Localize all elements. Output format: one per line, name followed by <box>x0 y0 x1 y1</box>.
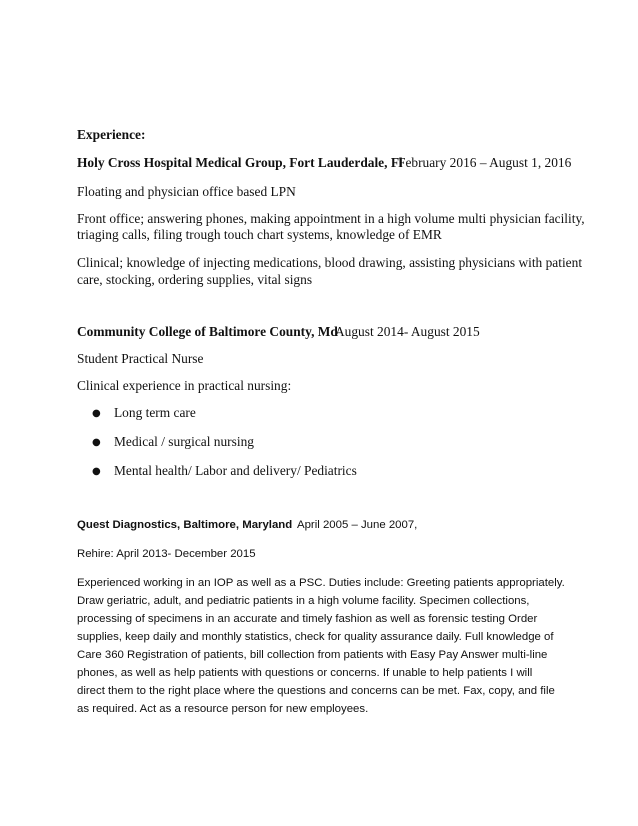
paragraph-line: Clinical; knowledge of injecting medications, blood drawing, assisting physicians with patient <box>77 255 583 270</box>
list-item: Mental health/ Labor and delivery/ Pediatrics <box>114 463 357 478</box>
rehire-dates: Rehire: April 2013- December 2015 <box>77 548 256 560</box>
paragraph-line: processing of specimens in an accurate and timely fashion as well as forensic testing Order <box>77 613 538 625</box>
paragraph-line: Draw geriatric, adult, and pediatric patients in a high volume facility. Specimen collections, <box>77 595 530 607</box>
paragraph-line: Clinical experience in practical nursing: <box>77 378 292 393</box>
bullet-icon: ● <box>92 437 101 448</box>
job-role: Floating and physician office based LPN <box>77 184 296 199</box>
paragraph-line: as required. Act as a resource person for new employees. <box>77 703 369 715</box>
paragraph-line: triaging calls, filing trough touch chart systems, knowledge of EMR <box>77 227 442 242</box>
employment-dates: August 2014- August 2015 <box>335 324 480 339</box>
list-item: Medical / surgical nursing <box>114 434 254 449</box>
bullet-icon: ● <box>92 408 101 419</box>
job-role: Student Practical Nurse <box>77 351 204 366</box>
paragraph-line: Front office; answering phones, making appointment in a high volume multi physician facility, <box>77 211 585 226</box>
employment-dates: February 2016 – August 1, 2016 <box>398 155 572 170</box>
paragraph-line: Care 360 Registration of patients, bill collection from patients with Easy Pay Answer multi-line <box>77 649 548 661</box>
bullet-icon: ● <box>92 466 101 477</box>
paragraph-line: supplies, keep daily and monthly statistics, check for quality assurance daily. Full knowledge of <box>77 631 554 643</box>
paragraph-line: care, stocking, ordering supplies, vital signs <box>77 272 313 287</box>
paragraph-line: phones, as well as help patients with questions or concerns. If unable to help patients I will <box>77 667 533 679</box>
employer-title: Quest Diagnostics, Baltimore, Maryland <box>77 519 293 531</box>
employer-title: Community College of Baltimore County, Md <box>77 324 338 339</box>
employer-title: Holy Cross Hospital Medical Group, Fort Lauderdale, Fl <box>77 155 403 170</box>
employment-dates: April 2005 – June 2007, <box>297 519 418 531</box>
experience-heading: Experience: <box>77 127 146 142</box>
paragraph-line: Experienced working in an IOP as well as a PSC. Duties include: Greeting patients appropriately. <box>77 577 565 589</box>
list-item: Long term care <box>114 405 196 420</box>
paragraph-line: direct them to the right place where the questions and concerns can be met. Fax, copy, and file <box>77 685 555 697</box>
